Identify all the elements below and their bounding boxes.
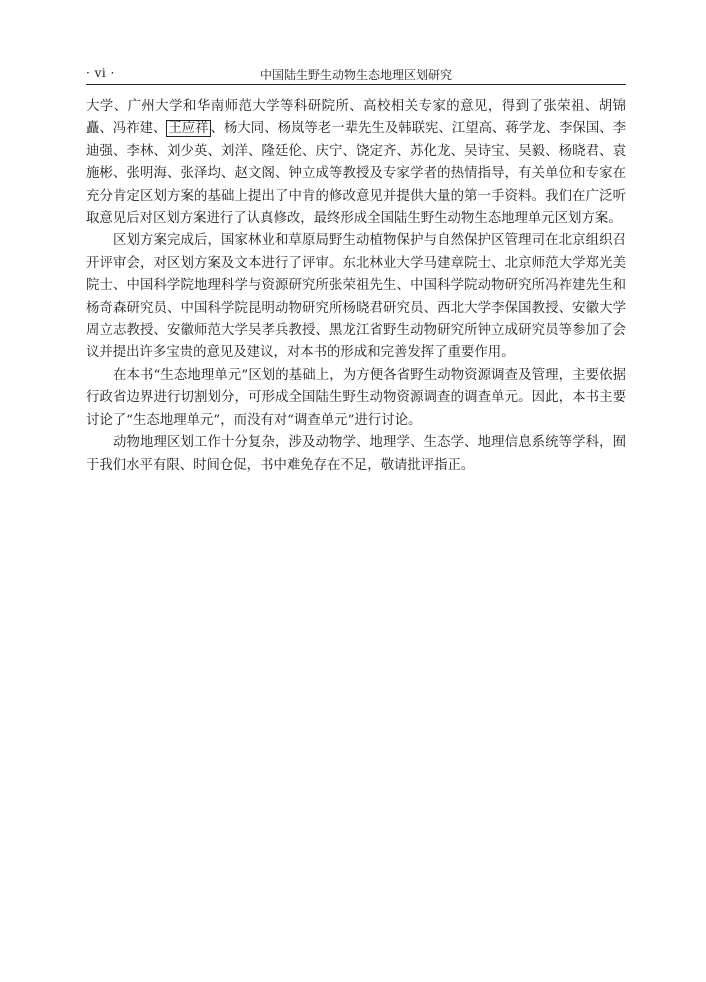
running-title: 中国陆生野生动物生态地理区划研究 xyxy=(259,68,452,82)
paragraph-2: 区划方案完成后，国家林业和草原局野生动植物保护与自然保护区管理司在北京组织召开评审会，对区划方案及文本进行了评审。东北林业大学马建章院士、北京师范大学郑光美院士、中国科学院地理科学与资源研究所张荣祖先生、中国科学院动物研究所冯祚建先生和杨奇森研究员、中国科学院昆明动物研究所杨晓君研究员、西北大学李保国教授、安徽大学周立志教授、安徽师范大学吴孝兵教授、黑龙江省野生动物研究所钟立成研究员等参加了会议并提出许多宝贵的意见及建议，对本书的形成和完善发挥了重要作用。 xyxy=(86,233,626,361)
paragraph-1-text-end: 、杨大同、杨岚等老一辈先生及韩联宪、江望高、蒋学龙、李保国、李迪强、李林、刘少英、刘洋、隆廷伦、庆宁、饶定齐、苏化龙、吴诗宝、吴毅、杨晓君、袁施彬、张明海、张泽均、赵文阁、钟立成等教授及专家学者的热情指导，有关单位和专家在充分肯定区划方案的基础上提出了中肯的修改意见并提供大量的第一手资料。我们在广泛听取意见后对区划方案进行了认真修改，最终形成全国陆生野生动物生态地理单元区划方案。 xyxy=(86,121,627,227)
boxed-name: 王应祥 xyxy=(168,121,209,137)
paragraph-3: 在本书“生态地理单元”区划的基础上，为方便各省野生动物资源调查及管理，主要依据行政省边界进行切割划分，可形成全国陆生野生动物资源调查的调查单元。因此，本书主要讨论了“生态地理单元”，而没有对“调查单元”进行讨论。 xyxy=(86,367,626,428)
running-header xyxy=(86,64,626,85)
paragraph-1-text-start: 大学、广州大学和华南师范大学等科研院所、高校相关专家的意见，得到了张荣祖、胡锦矗、冯祚建、 xyxy=(86,99,626,137)
paragraph-1 xyxy=(86,96,626,230)
page-number: · vi · xyxy=(86,66,115,80)
body-text xyxy=(86,96,626,477)
paragraph-4: 动物地理区划工作十分复杂，涉及动物学、地理学、生态学、地理信息系统等学科，囿于我们水平有限、时间仓促，书中难免存在不足，敬请批评指正。 xyxy=(86,435,626,473)
